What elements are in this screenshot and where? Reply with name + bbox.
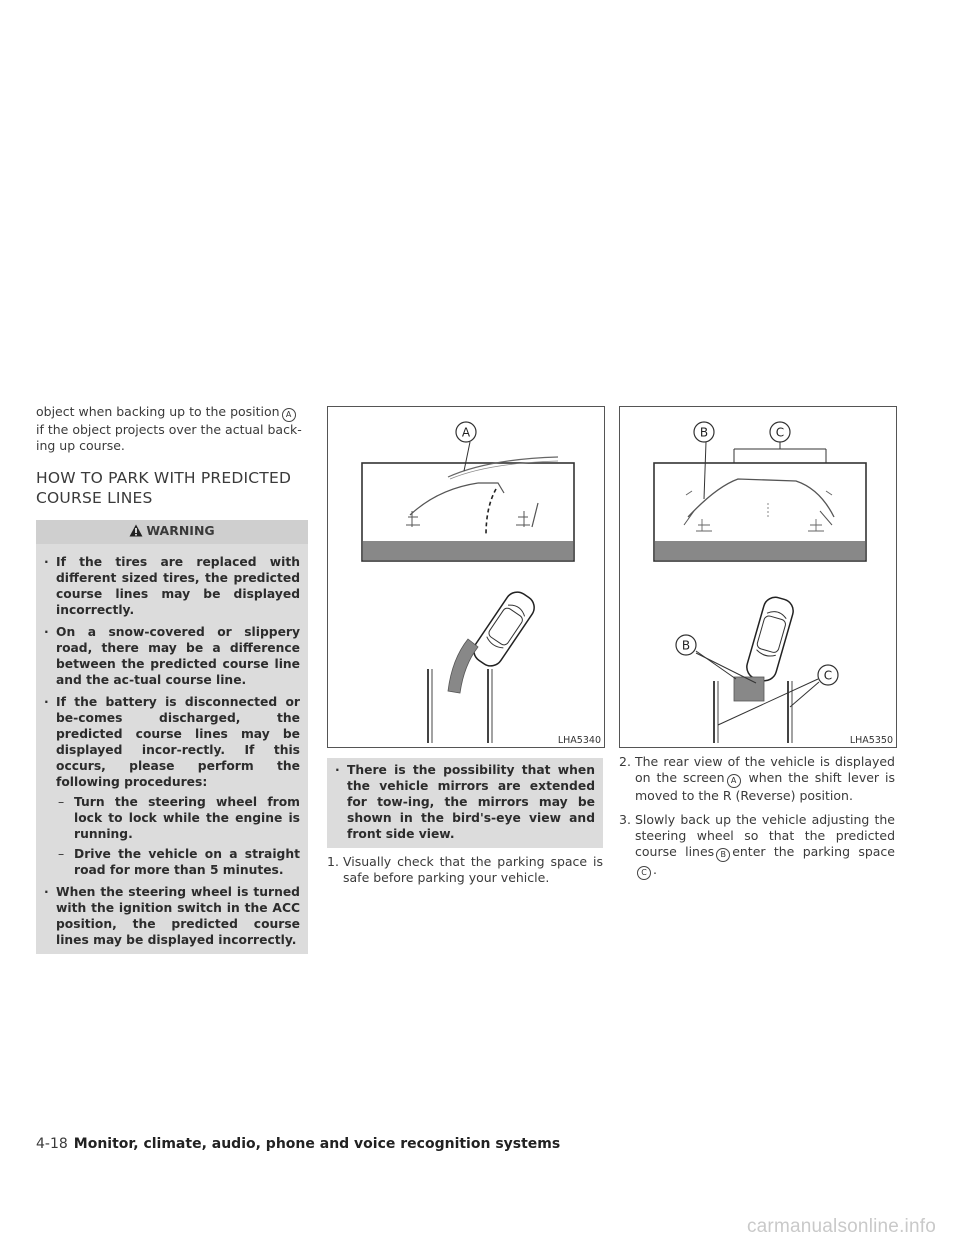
- step-number: 2.: [619, 754, 631, 769]
- page-footer: [36, 1135, 560, 1153]
- steps-list-2: [619, 754, 895, 880]
- section-heading: [36, 468, 308, 508]
- warning-title-bar: [36, 520, 308, 544]
- figure-label-c-lower: C: [823, 668, 833, 683]
- warning-subitem: – Turn the steering wheel from lock to lock while the engine is running.: [56, 794, 300, 842]
- intro-text-before: object when backing up to the position: [36, 404, 280, 419]
- figure-code: LHA5350: [849, 735, 893, 746]
- step-text: Slowly back up the vehicle adjusting the steering wheel so that the predicted course lines: [635, 812, 895, 859]
- step-2: [619, 754, 895, 804]
- step-number: 3.: [619, 812, 631, 827]
- warning-icon: [129, 524, 143, 542]
- steps-list-1: [327, 854, 603, 886]
- step-3: [619, 812, 895, 880]
- figure-label-a: A: [461, 425, 471, 440]
- warning-item-battery: [44, 694, 300, 878]
- marker-b: B: [716, 848, 730, 862]
- intro-text-after: if the object projects over the actual back-ing up course.: [36, 422, 302, 453]
- warning-list: [36, 544, 308, 948]
- figure-label-c: C: [775, 425, 785, 440]
- warning-item-text: If the battery is disconnected or be-comes discharged, the predicted course lines may be displayed incor-rectly. If this occurs, please perform the following procedures:: [56, 695, 300, 789]
- column-left: [36, 404, 308, 954]
- marker-a: A: [727, 774, 741, 788]
- section-heading-line1: HOW TO PARK WITH PREDICTED: [36, 469, 292, 487]
- warning-subitem: – Drive the vehicle on a straight road for more than 5 minutes.: [56, 846, 300, 878]
- warning-item: · If the tires are replaced with different sized tires, the predicted course lines may be displayed incorrectly.: [44, 554, 300, 618]
- warning-title: WARNING: [146, 523, 215, 538]
- watermark: carmanualsonline.info: [746, 1216, 936, 1237]
- marker-c: C: [637, 866, 651, 880]
- step-text: enter the parking space: [732, 844, 895, 859]
- figure-lha5340: [327, 406, 605, 748]
- warning-item: · On a snow-covered or slippery road, there may be a difference between the predicted course line and the ac-tual course line.: [44, 624, 300, 688]
- figure-illustration-lha5340: [328, 407, 604, 747]
- step-text: Visually check that the parking space is safe before parking your vehicle.: [343, 854, 603, 885]
- figure-illustration-lha5350: [620, 407, 896, 747]
- note-item: · There is the possibility that when the vehicle mirrors are extended for tow-ing, the mirrors may be shown in the bird's-eye view and front side view.: [335, 762, 595, 842]
- figure-code: LHA5340: [557, 735, 601, 746]
- note-box: [327, 758, 603, 848]
- column-right: [619, 406, 895, 888]
- step-1: [327, 854, 603, 886]
- column-middle: [327, 406, 603, 894]
- warning-box: [36, 520, 308, 954]
- step-text: The rear view of the vehicle is displayed on the screen: [635, 754, 895, 785]
- step-text: when the shift lever is moved to the R (Reverse) position.: [635, 770, 895, 803]
- marker-a: A: [282, 408, 296, 422]
- figure-label-b-lower: B: [681, 638, 691, 653]
- step-number: 1.: [327, 854, 339, 869]
- step-text: .: [653, 862, 657, 877]
- intro-paragraph: [36, 404, 308, 454]
- page-number: 4-18: [36, 1136, 68, 1152]
- section-heading-line2: COURSE LINES: [36, 489, 153, 507]
- figure-lha5350: [619, 406, 897, 748]
- warning-sublist: [56, 794, 300, 878]
- figure-label-b: B: [699, 425, 709, 440]
- warning-item: · When the steering wheel is turned with the ignition switch in the ACC position, the predicted course lines may be displayed incorrectly.: [44, 884, 300, 948]
- section-title: Monitor, climate, audio, phone and voice recognition systems: [73, 1136, 561, 1152]
